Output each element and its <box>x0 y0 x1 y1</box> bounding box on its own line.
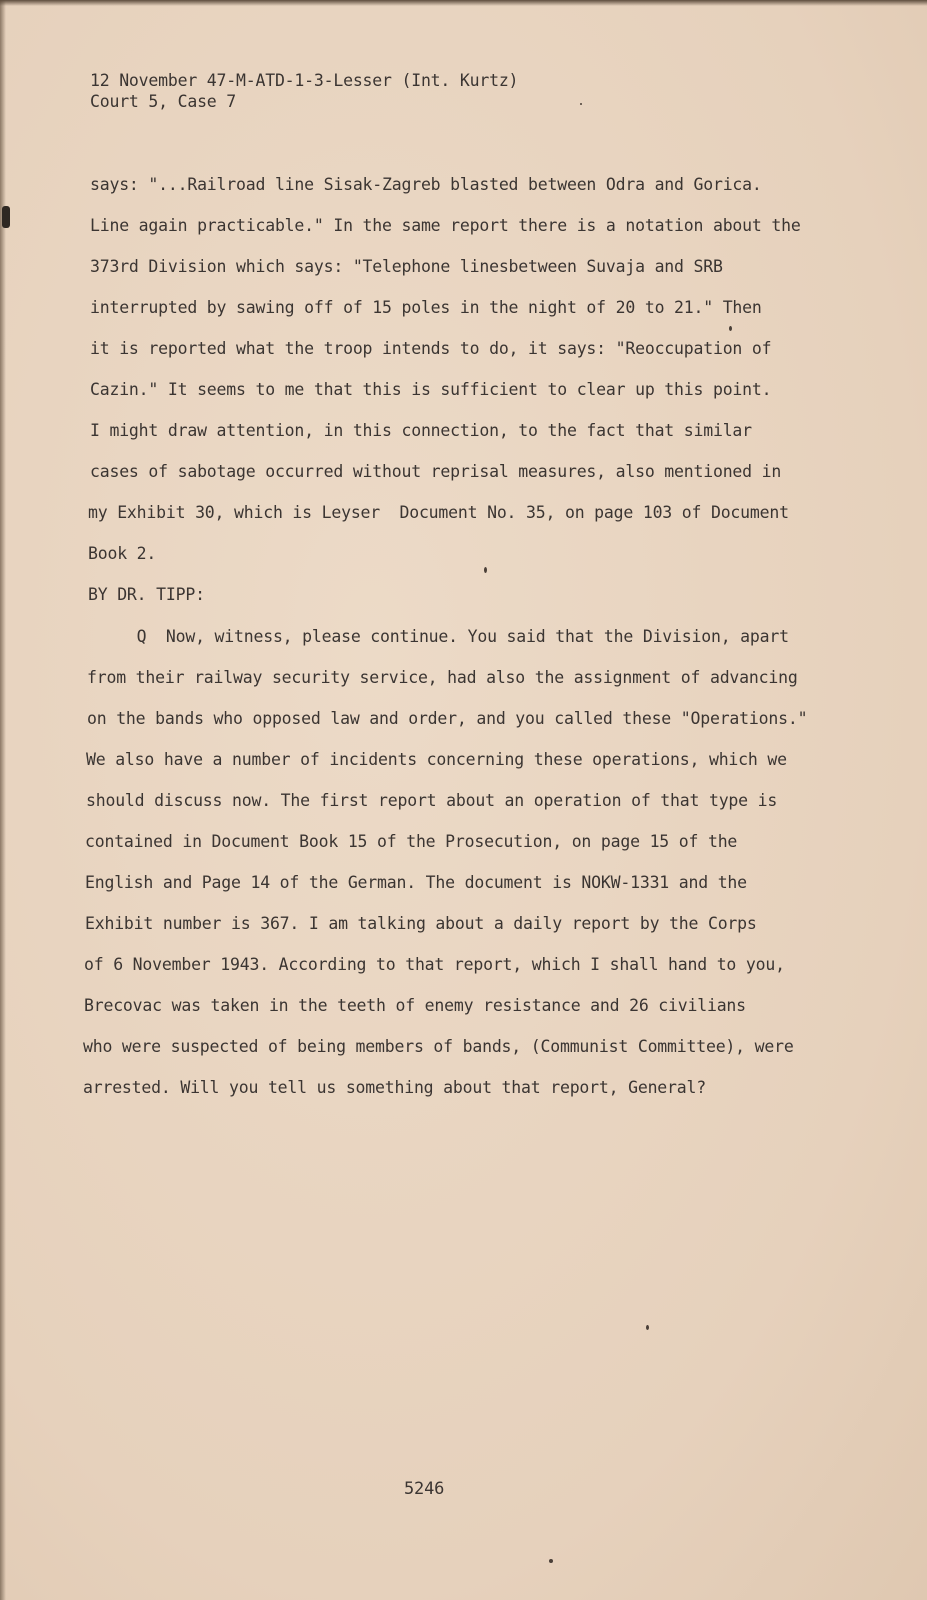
page-edge-top <box>0 0 927 6</box>
paper-speck <box>484 567 487 573</box>
text-line: We also have a number of incidents concerning these operations, which we <box>86 750 787 769</box>
text-line: cases of sabotage occurred without reprisal measures, also mentioned in <box>90 462 782 481</box>
text-line: should discuss now. The first report about an operation of that type is <box>86 791 778 810</box>
paper-speck <box>2 206 10 228</box>
header <box>90 70 518 112</box>
text-line: Brecovac was taken in the teeth of enemy resistance and 26 civilians <box>84 996 746 1015</box>
text-line: it is reported what the troop intends to do, it says: "Reoccupation of <box>90 339 772 358</box>
page-edge-left <box>0 0 6 1600</box>
text-line: from their railway security service, had also the assignment of advancing <box>87 668 798 687</box>
paper-speck <box>549 1559 553 1563</box>
text-line: Book 2. <box>88 544 157 563</box>
text-line: Cazin." It seems to me that this is sufficient to clear up this point. <box>90 380 772 399</box>
text-line: on the bands who opposed law and order, and you called these "Operations." <box>87 709 808 728</box>
text-line: says: "...Railroad line Sisak-Zagreb blasted between Odra and Gorica. <box>90 175 762 194</box>
paper-speck <box>580 103 582 105</box>
text-line: of 6 November 1943. According to that report, which I shall hand to you, <box>84 955 785 974</box>
header-line-1: 12 November 47-M-ATD-1-3-Lesser (Int. Kurtz) <box>90 71 519 90</box>
text-line: interrupted by sawing off of 15 poles in the night of 20 to 21." Then <box>90 298 762 317</box>
text-line: Q Now, witness, please continue. You said that the Division, apart <box>88 627 789 646</box>
page-number: 5246 <box>404 1479 445 1499</box>
header-line-2: Court 5, Case 7 <box>90 92 237 111</box>
text-line: who were suspected of being members of bands, (Communist Committee), were <box>83 1037 794 1056</box>
text-line: Line again practicable." In the same report there is a notation about the <box>90 216 801 235</box>
paper-speck <box>729 326 732 331</box>
text-line: 373rd Division which says: "Telephone linesbetween Suvaja and SRB <box>90 257 723 276</box>
text-line: arrested. Will you tell us something about that report, General? <box>83 1078 706 1097</box>
speaker-label: BY DR. TIPP: <box>88 585 205 604</box>
text-line: English and Page 14 of the German. The document is NOKW-1331 and the <box>85 873 747 892</box>
text-line: Exhibit number is 367. I am talking about a daily report by the Corps <box>85 914 757 933</box>
text-line: contained in Document Book 15 of the Prosecution, on page 15 of the <box>85 832 738 851</box>
text-line: I might draw attention, in this connection, to the fact that similar <box>90 421 752 440</box>
text-line: my Exhibit 30, which is Leyser Document No. 35, on page 103 of Document <box>88 503 789 522</box>
paper-speck <box>646 1325 649 1330</box>
